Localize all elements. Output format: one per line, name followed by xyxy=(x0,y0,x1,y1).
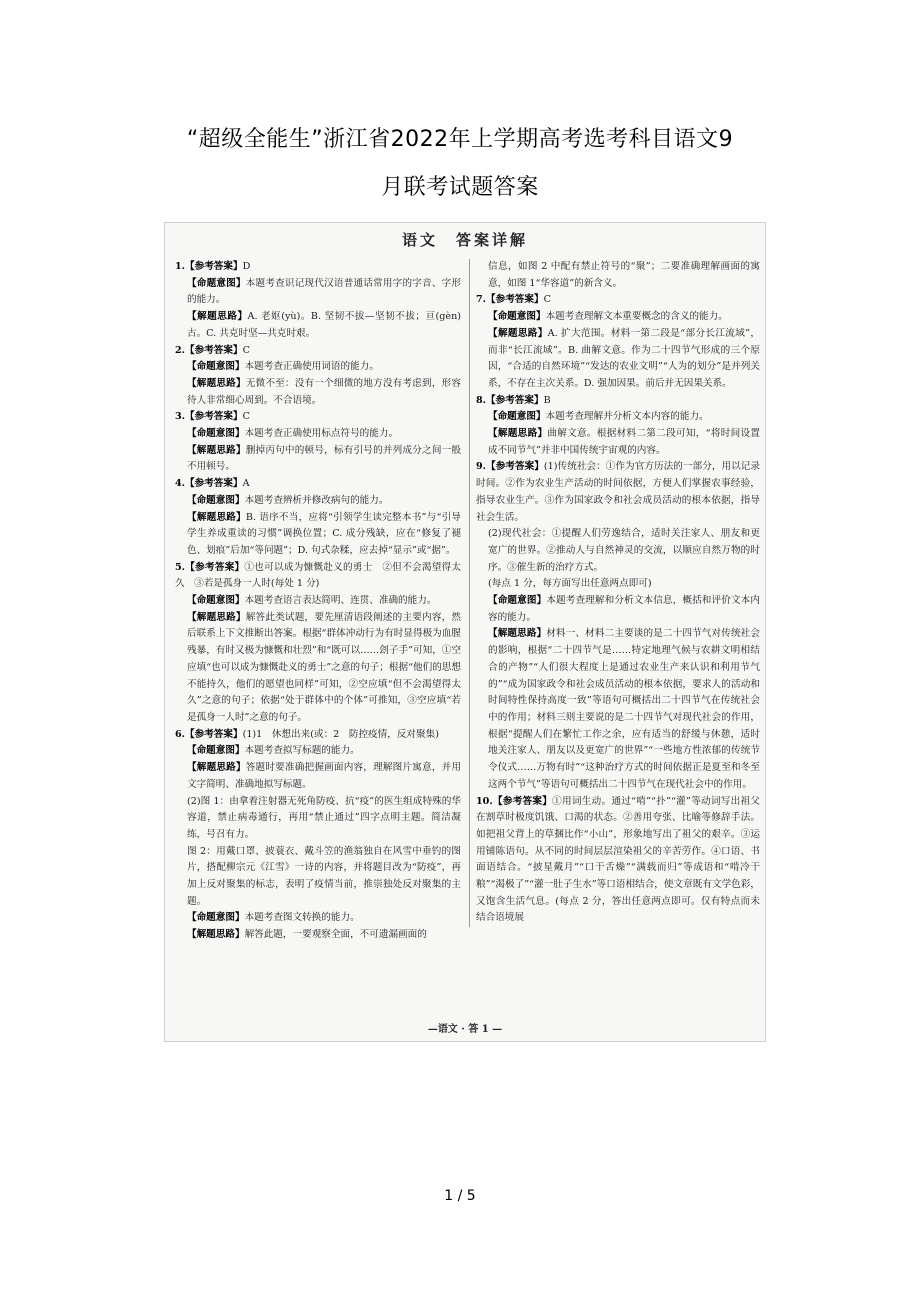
answer-paragraph: 【命题意图】本题考查理解和分析文本信息，概括和评价文本内容的能力。 xyxy=(488,595,760,623)
document-title-line-1: “超级全能生”浙江省2022年上学期高考选考科目语文9 xyxy=(186,127,734,152)
answer-paragraph: 【命题意图】本题考查正确使用标点符号的能力。 xyxy=(187,428,399,440)
answer-paragraph: 7.【参考答案】C xyxy=(476,294,551,306)
scanned-answer-sheet xyxy=(164,222,766,1042)
answer-paragraph: 6.【参考答案】(1)1 休想出来(或：2 防控疫情，反对聚集) xyxy=(175,728,439,740)
answer-paragraph: 信息，如图 2 中配有禁止符号的“聚”；二要准确理解画面的寓意，如图 1“华容道”的新含义。 xyxy=(488,261,760,289)
answer-paragraph: (2)现代社会：①提醒人们劳逸结合，适时关注家人、朋友和更宽广的世界。②推动人与自然神灵的交流，以顺应自然万物的时序。③催生新的治疗方式。 xyxy=(488,528,760,573)
answer-paragraph: 【命题意图】本题考查理解并分析文本内容的能力。 xyxy=(488,411,709,423)
answer-paragraph: 【解题思路】答题时要准确把握画面内容，理解图片寓意，并用文字简明、准确地拟写标题。 xyxy=(187,762,462,790)
answer-paragraph: 图 2：用戴口罩、披蓑衣、戴斗笠的渔翁独自在风雪中垂钓的图片，搭配柳宗元《江雪》一诗的内容，并将题目改为“防疫”，再加上反对聚集的标志，表明了疫情当前，推崇独处反对聚集的主题。 xyxy=(187,845,461,907)
answer-paragraph: 【命题意图】本题考查图文转换的能力。 xyxy=(187,912,360,924)
answer-paragraph: 3.【参考答案】C xyxy=(175,411,250,423)
answer-paragraph: 9.【参考答案】(1)传统社会：①作为官方历法的一部分，用以记录时间。②作为农业生产活动的时间依据，方便人们掌握农事经验，指导农业生产。③作为国家政令和社会成员活动的根本依据，指导社会生活。 xyxy=(476,461,760,523)
answer-paragraph: 【命题意图】本题考查识记现代汉语普通话常用字的字音、字形的能力。 xyxy=(187,277,462,306)
answer-paragraph: 【解题思路】无微不至：没有一个细微的地方没有考虑到，形容待人非常细心周到。不合语境。 xyxy=(187,377,462,406)
answer-sheet-heading: 语文 答案详解 xyxy=(401,231,528,249)
answer-paragraph: 【命题意图】本题考查拟写标题的能力。 xyxy=(187,745,360,757)
answer-paragraph: 8.【参考答案】B xyxy=(476,394,551,406)
answer-paragraph: 10.【参考答案】①用词生动。通过“啃”“扑”“灌”等动词写出祖父在割草时极度饥饿、口渴的状态。②善用夸张、比喻等修辞手法。如把祖父背上的草捆比作“小山”，形象地写出了祖父的艰辛。③运用铺陈语句。从不同的时间层层渲染祖父的辛苦劳作。④口语、书面语结合。“披星戴月”“口干舌燥”“满载而归”等成语和“啃冷干粮”“渴极了”“灌一肚子生水”等口语相结合，使文章既有文学色彩，又饱含生活气息。(每点 2 分，答出任意两点即可。仅有特点而未结合语境展 xyxy=(476,795,760,924)
answer-paragraph: 5.【参考答案】①也可以成为慷慨赴义的勇士 ②但不会渴望得太久 ③若是孤身一人时(每处 1 分) xyxy=(175,561,462,590)
answer-paragraph: 【命题意图】本题考查辨析并修改病句的能力。 xyxy=(187,494,389,506)
answer-paragraph: 【解题思路】删掉丙句中的顿号，标有引号的并列成分之间一般不用顿号。 xyxy=(187,444,462,473)
answer-paragraph: 【解题思路】材料一、材料二主要谈的是二十四节气对传统社会的影响，根据“二十四节气是……特定地理气候与农耕文明相结合的产物”“人们很大程度上是通过农业生产来认识和利用节气的”“成为国家政令和社会成员活动的根本依据，要求人的活动和时间特性保持高度一致”等语句可概括出二十四节气在传统社会中的作用；材料三则主要说的是二十四节气对现代社会的作用，根据“提醒人们在繁忙工作之余，应有适当的舒缓与休憩，适时地关注家人、朋友以及更宽广的世界”“一些地方性浓郁的传统节令仪式……万物有时”“这种治疗方式的时间依据正是夏至和冬至这两个节气”等语句可概括出二十四节气在现代社会中的作用。 xyxy=(488,628,760,790)
answer-paragraph: 4.【参考答案】A xyxy=(175,478,250,490)
answer-paragraph: 【命题意图】本题考查理解文本重要概念的含义的能力。 xyxy=(488,311,728,323)
answer-paragraph: 【解题思路】解答此类试题，要先厘清语段阐述的主要内容，然后联系上下文推断出答案。根据“群体冲动行为有时显得极为血腥残暴，有时又极为慷慨和壮烈”和“既可以……刽子手”可知，①空应填“也可以成为慷慨赴义的勇士”之意的句子；根据“他们的思想不能持久，他们的愿望也同样”可知，②空应填“但不会渴望得太久”之意的句子；依据“处于群体中的个体”可推知，③空应填“若是孤身一人时”之意的句子。 xyxy=(187,611,462,723)
document-title-line-2: 月联考试题答案 xyxy=(381,175,539,200)
answer-paragraph: (2)图 1：由拿着注射器无死角防疫、抗“疫”的医生组成特殊的华容道，禁止病毒通行，再用“禁止通过”四字点明主题。简洁凝练，号召有力。 xyxy=(187,795,461,840)
answer-paragraph: 【命题意图】本题考查正确使用词语的能力。 xyxy=(187,361,379,373)
answer-paragraph: (每点 1 分，每方面写出任意两点即可) xyxy=(488,578,652,590)
answer-paragraph: 【解题思路】B. 语序不当，应将“引领学生读完整本书”与“引导学生养成重读的习惯”调换位置；C. 成分残缺，应在“修复了褪色、划痕”后加“等问题”；D. 句式杂糅，应去掉“显示”或“据”。 xyxy=(187,511,462,556)
page-number: 1 / 5 xyxy=(444,1188,476,1204)
answer-paragraph: 【解题思路】A. 扩大范围。材料一第二段是“部分长江流域”，而非“长江流域”。B. 曲解文意。作为二十四节气形成的三个原因，“合适的自然环境”“发达的农业文明”“人为的划分”是并列关系，不存在主次关系。D. 强加因果。前后并无因果关系。 xyxy=(488,327,761,389)
right-column xyxy=(469,259,760,927)
answer-paragraph: 【命题意图】本题考查语言表达简明、连贯、准确的能力。 xyxy=(187,595,437,607)
left-column xyxy=(175,259,461,944)
answer-paragraph: 2.【参考答案】C xyxy=(175,344,250,356)
answer-paragraph: 1.【参考答案】D xyxy=(175,261,251,272)
answer-paragraph: 【解题思路】曲解文意。根据材料二第二段可知，“将时间设置成不同节气”并非中国传统宇宙观的内容。 xyxy=(488,428,761,456)
answer-paragraph: 【解题思路】解答此题，一要观察全面，不可遗漏画面的 xyxy=(187,929,427,941)
answer-paragraph: 【解题思路】A. 老妪(yù)。B. 坚韧不拔—坚韧不拔；亘(gèn)古。C. 共克时坚—共克时艰。 xyxy=(187,311,461,339)
answer-sheet-footer: —语文 · 答 1 — xyxy=(427,1024,503,1035)
